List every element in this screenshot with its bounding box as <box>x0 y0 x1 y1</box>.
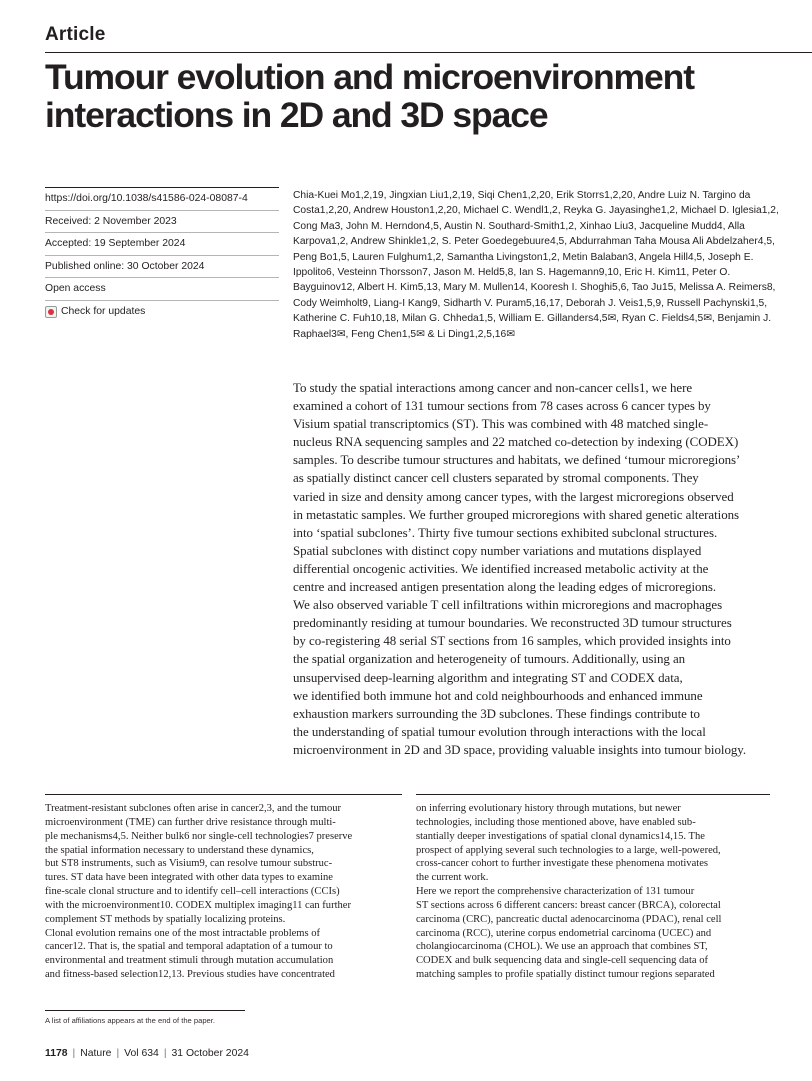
footer-separator: | <box>116 1048 120 1059</box>
journal-name: Nature <box>80 1048 112 1059</box>
check-for-updates-label: Check for updates <box>61 306 146 318</box>
affiliations-note: A list of affiliations appears at the end of the paper. <box>45 1016 215 1025</box>
received-date: Received: 2 November 2023 <box>45 211 279 234</box>
article-title: Tumour evolution and microenvironment interactions in 2D and 3D space <box>45 57 694 135</box>
footer-separator: | <box>72 1048 76 1059</box>
page-number: 1178 <box>45 1048 68 1059</box>
abstract: To study the spatial interactions among cancer and non-cancer cells1, we here examined a cohort of 131 tumour sections from 78 cases across 6 cancer types by Visium spatial transcriptomics (ST). This was combined with 48 matched single- nucleus RNA sequencing samples and 22 matched co-detection by indexing (CODEX) samples. To describe tumour structures and habitats, we defined ‘tumour microregions’ as spatially distinct cancer cell clusters separated by stromal components. They varied in size and density among cancer types, with the largest microregions observed in metastatic samples. We further grouped microregions with shared genetic alterations into ‘spatial subclones’. Thirty five tumour sections exhibited subclonal structures. Spatial subclones with distinct copy number variations and mutations displayed differential oncogenic activities. We identified increased metabolic activity at the centre and increased antigen presentation along the leading edges of microregions. We also observed variable T cell infiltrations within microregions and macrophages predominantly residing at tumour boundaries. We reconstructed 3D tumour structures by co-registering 48 serial ST sections from 16 samples, which provided insights into the spatial organization and heterogeneity of tumours. Additionally, using an unsupervised deep-learning algorithm and integrating ST and CODEX data, we identified both immune hot and cold neighbourhoods and enhanced immune exhaustion markers surrounding the 3D subclones. These findings contribute to the understanding of spatial tumour evolution through interactions with the local microenvironment in 2D and 3D space, providing valuable insights into tumour biology. <box>293 380 747 757</box>
article-type-label: Article <box>45 24 106 45</box>
column-rule-left <box>45 794 402 795</box>
check-for-updates-button[interactable] <box>45 301 279 323</box>
page-footer <box>45 1048 249 1059</box>
header-rule <box>45 52 812 53</box>
open-access-label: Open access <box>45 278 279 301</box>
accepted-date: Accepted: 19 September 2024 <box>45 233 279 256</box>
volume-label: Vol 634 <box>124 1048 159 1059</box>
footnote-rule <box>45 1010 245 1011</box>
doi-link[interactable]: https://doi.org/10.1038/s41586-024-08087-4 <box>45 187 279 211</box>
footer-separator: | <box>163 1048 167 1059</box>
author-list: Chia-Kuei Mo1,2,19, Jingxian Liu1,2,19, Siqi Chen1,2,20, Erik Storrs1,2,20, Andre Luiz N. Targino da Costa1,2,20, Andrew Houston1,2,20, Michael C. Wendl1,2, Reyka G. Jayasinghe1,2, Michael D. Iglesia1,2, Cong Ma3, John M. Herndon4,5, Austin N. Southard-Smith1,2, Xinhao Liu3, Jacqueline Mudd4, Alla Karpova1,2, Andrew Shinkle1,2, S. Peter Goedegebuure4,5, Abdurrahman Taha Mousa Ali Abdelzaher4,5, Peng Bo1,5, Lauren Fulghum1,2, Samantha Livingston1,2, Metin Balaban3, Angela Hill4,5, Joseph E. Ippolito6, Vesteinn Thorsson7, Jason M. Held5,8, Ian S. Hagemann9,10, Eric H. Kim11, Peter O. Bayguinov12, Albert H. Kim5,13, Mary M. Mullen14, Kooresh I. Shoghi5,6, Tao Ju15, Melissa A. Reimers8, Cody Weimholt9, Liang-I Kang9, Sidharth V. Puram5,16,17, Deborah J. Veis1,5,9, Russell Pachynski1,5, Katherine C. Fuh10,18, Milan G. Chheda1,5, William E. Gillanders4,5✉, Ryan C. Fields4,5✉, Benjamin J. Raphael3✉, Feng Chen1,5✉ & Li Ding1,2,5,16✉ <box>293 190 779 340</box>
body-column-left: Treatment-resistant subclones often arise in cancer2,3, and the tumour microenvironment (TME) can further drive resistance through multi- ple mechanisms4,5. Neither bulk6 nor single-cell technologies7 preserve the spatial information necessary to understand these dynamics, but ST8 instruments, such as Visium9, can resolve tumour substruc- tures. ST data have been integrated with other data types to examine fine-scale clonal structure and to identify cell–cell interactions (CCIs) with the microenvironment10. CODEX multiplex imaging11 can further complement ST methods by spatially localizing proteins. Clonal evolution remains one of the most intractable problems of cancer12. That is, the spatial and temporal adaptation of a tumour to environmental and treatment stimuli through mutation accumulation and fitness-based selection12,13. Previous studies have concentrated <box>45 803 353 981</box>
crossmark-icon <box>45 306 57 318</box>
published-date: Published online: 30 October 2024 <box>45 256 279 279</box>
article-metadata <box>45 187 279 323</box>
body-column-right: on inferring evolutionary history through mutations, but newer technologies, including those mentioned above, have enabled sub- stantially deeper investigations of spatial clonal dynamics14,15. The prospect of applying several such technologies to a large, well-powered, cross-cancer cohort to further investigate these phenomena motivates the current work. Here we report the comprehensive characterization of 131 tumour ST sections across 6 different cancers: breast cancer (BRCA), colorectal carcinoma (CRC), pancreatic ductal adenocarcinoma (PDAC), renal cell carcinoma (RCC), uterine corpus endometrial carcinoma (UCEC) and cholangiocarcinoma (CHOL). We use an approach that combines ST, CODEX and bulk sequencing data and single-cell sequencing data of matching samples to profile spatially distinct tumour regions separated <box>416 803 722 981</box>
column-rule-right <box>416 794 770 795</box>
issue-date: 31 October 2024 <box>171 1048 249 1059</box>
